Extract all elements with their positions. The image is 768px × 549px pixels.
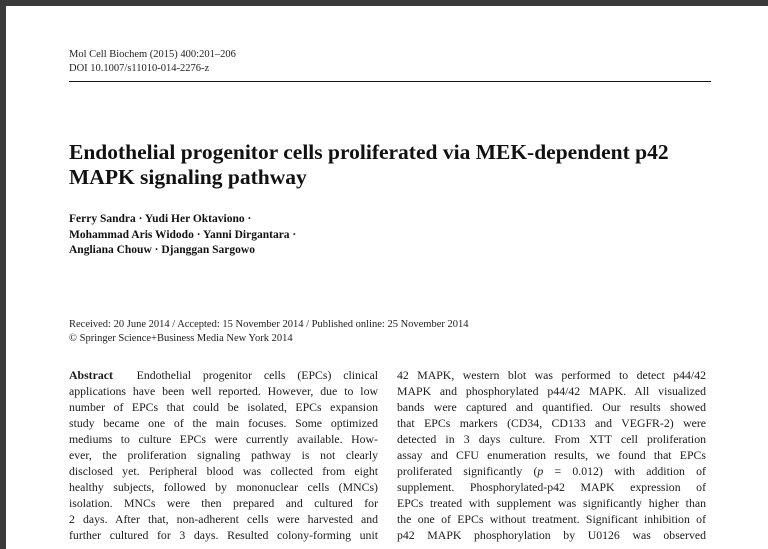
- journal-citation: Mol Cell Biochem (2015) 400:201–206: [69, 49, 236, 60]
- abstract-line: detected in 3 days culture. From XTT cell proliferation: [397, 432, 706, 446]
- abstract-line: applications have been well reported. However, due to low: [69, 384, 378, 398]
- abstract-line: number of EPCs that could be isolated, EPCs expansion: [69, 400, 378, 414]
- paper-title-line-1: Endothelial progenitor cells proliferated via MEK-dependent p42: [69, 140, 669, 164]
- abstract-line: p42 MAPK phosphorylation by U0126 was observed: [397, 528, 706, 542]
- journal-doi: DOI 10.1007/s11010-014-2276-z: [69, 63, 210, 74]
- abstract-line: [397, 463, 706, 479]
- abstract-line: 2 days. After that, non-adherent cells were harvested and: [69, 512, 378, 526]
- author-list: [69, 212, 569, 259]
- header-rule: [69, 81, 711, 82]
- p-value-symbol: p: [537, 464, 544, 478]
- abstract-line: healthy subjects, followed by mononuclear cells (MNCs): [69, 480, 378, 494]
- abstract-line-text: proliferated significantly (: [397, 464, 538, 478]
- abstract-line: [69, 367, 378, 383]
- abstract-line-text: = 0.012) with addition of: [543, 464, 706, 478]
- abstract-line: MAPK and phosphorylated p44/42 MAPK. All visualized: [397, 384, 706, 398]
- abstract-column-right: [397, 367, 706, 543]
- paper-title-line-2: MAPK signaling pathway: [69, 165, 307, 189]
- article-history: [69, 318, 709, 346]
- author-line-3: Angliana Chouw · Djanggan Sargowo: [69, 244, 255, 256]
- history-dates: Received: 20 June 2014 / Accepted: 15 November 2014 / Published online: 25 November 2014: [69, 319, 469, 330]
- abstract-line: assay and CFU enumeration results, we found that EPCs: [397, 448, 706, 462]
- abstract-line: disclosed yet. Peripheral blood was collected from eight: [69, 464, 378, 478]
- paper-title: [69, 140, 709, 190]
- abstract-line: further cultured for 3 days. Resulted colony-forming unit: [69, 528, 378, 542]
- abstract-line: the one of EPCs without treatment. Significant inhibition of: [397, 512, 706, 526]
- abstract-line: that EPCs markers (CD34, CD133 and VEGFR-2) were: [397, 416, 706, 430]
- journal-header: [69, 48, 236, 76]
- abstract-column-left: [69, 367, 378, 543]
- abstract-line: supplement. Phosphorylated-p42 MAPK expression of: [397, 480, 706, 494]
- abstract-line: bands were captured and quantified. Our results showed: [397, 400, 706, 414]
- abstract-line: 42 MAPK, western blot was performed to detect p44/42: [397, 368, 706, 382]
- abstract-label: Abstract: [69, 368, 113, 382]
- author-line-1: Ferry Sandra · Yudi Her Oktaviono ·: [69, 213, 252, 225]
- paper-page: [6, 6, 768, 549]
- abstract-line: ever, the proliferation signaling pathway is not clearly: [69, 448, 378, 462]
- abstract-line: EPCs treated with supplement was significantly higher than: [397, 496, 706, 510]
- abstract-line: mediums to culture EPCs were currently available. How-: [69, 432, 378, 446]
- abstract-line: isolation. MNCs were then prepared and cultured for: [69, 496, 378, 510]
- abstract-line: study became one of the main focuses. Some optimized: [69, 416, 378, 430]
- author-line-2: Mohammad Aris Widodo · Yanni Dirgantara ·: [69, 228, 297, 241]
- copyright-notice: © Springer Science+Business Media New York 2014: [69, 333, 293, 344]
- abstract-line-text: Endothelial progenitor cells (EPCs) clinical: [136, 368, 378, 382]
